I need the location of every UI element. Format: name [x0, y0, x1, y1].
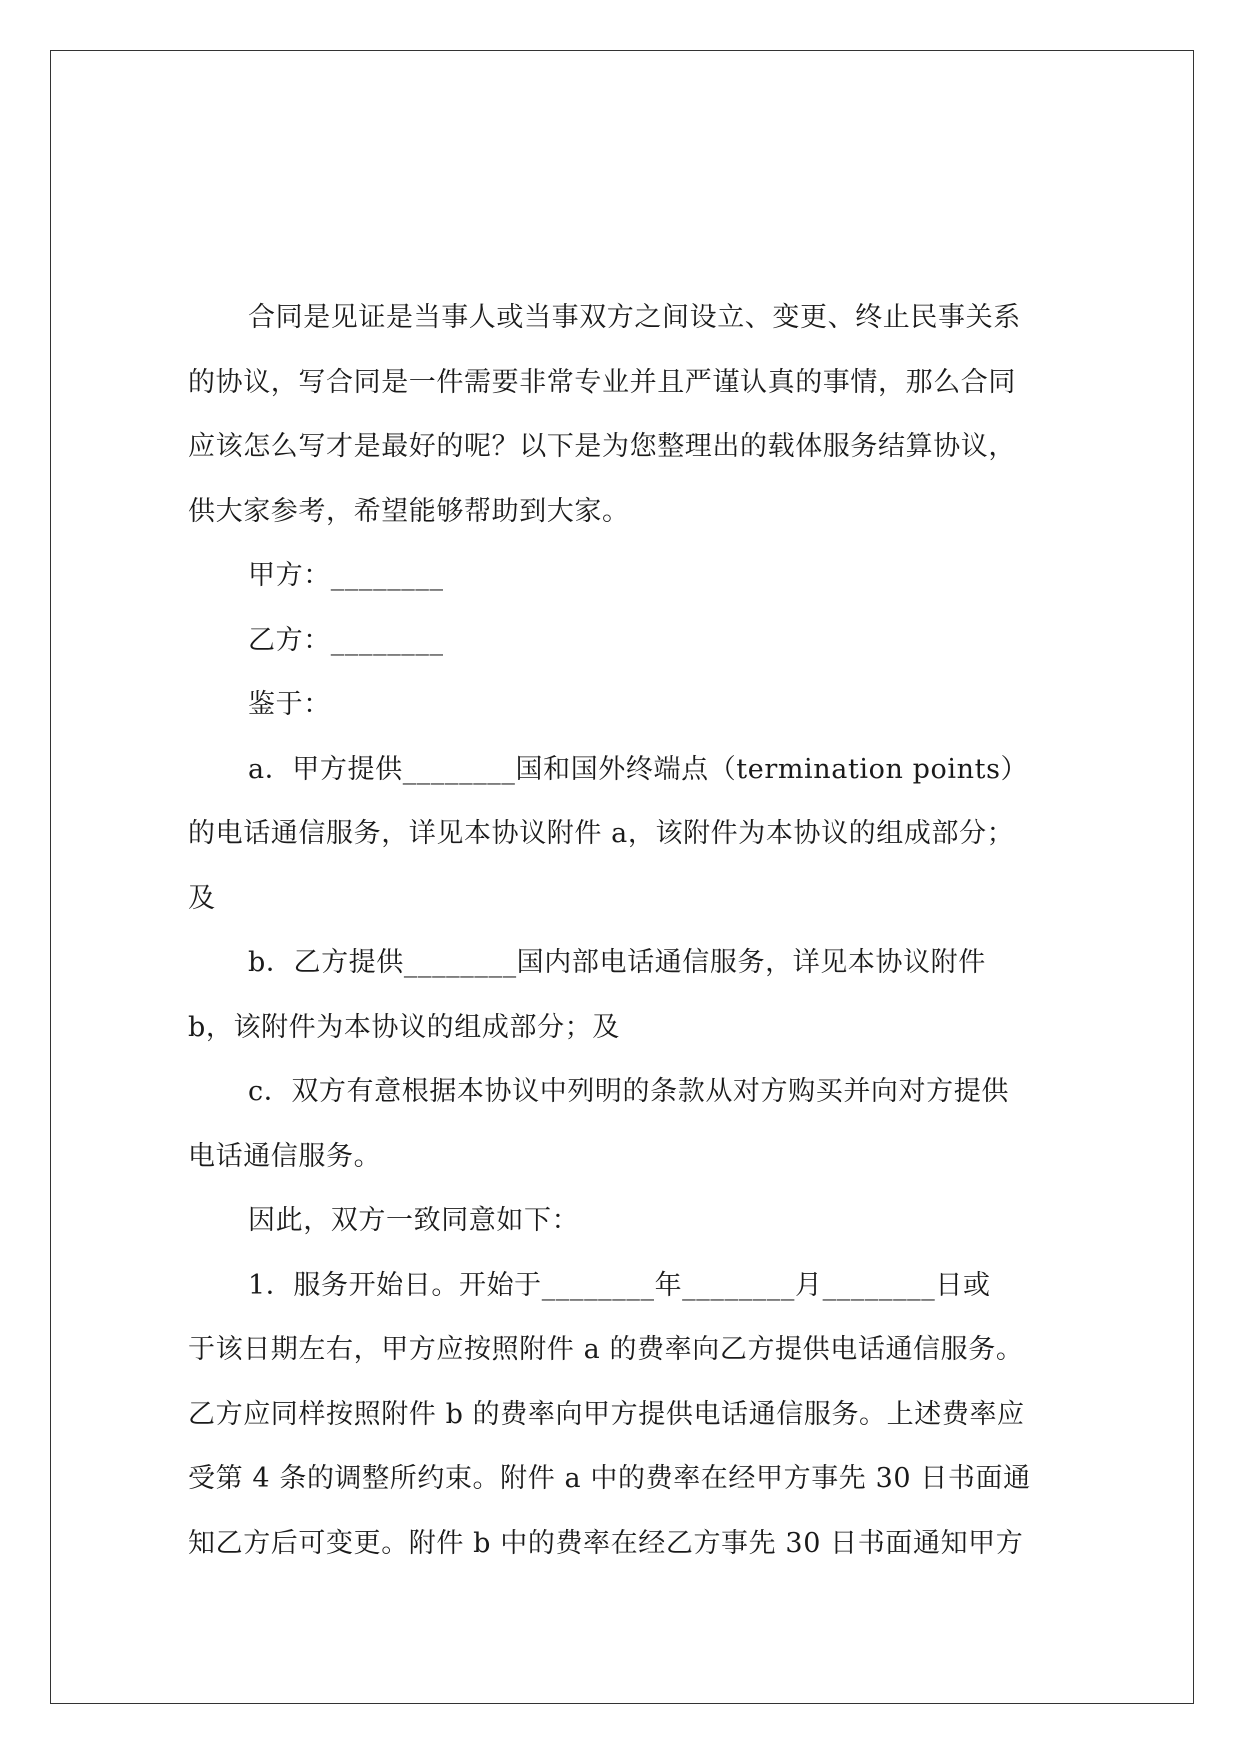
- text-line: 甲方：________: [248, 560, 444, 591]
- intro-paragraph: [188, 286, 1060, 544]
- text-line: b，该附件为本协议的组成部分；及: [188, 1011, 620, 1043]
- recital-b: [188, 931, 1060, 1060]
- agreement-statement: [188, 1189, 1060, 1254]
- text-line: 受第 4 条的调整所约束。附件 a 中的费率在经甲方事先 30 日书面通: [188, 1463, 1031, 1494]
- text-line: c．双方有意根据本协议中列明的条款从对方购买并向对方提供: [248, 1076, 1009, 1107]
- text-line: 合同是见证是当事人或当事双方之间设立、变更、终止民事关系: [248, 302, 1021, 333]
- party-b-line: [188, 609, 1060, 674]
- text-line: 知乙方后可变更。附件 b 中的费率在经乙方事先 30 日书面通知甲方: [188, 1527, 1024, 1559]
- text-line: 1．服务开始日。开始于________年________月________日或: [248, 1269, 991, 1301]
- text-line: 电话通信服务。: [188, 1140, 382, 1172]
- recital-c: [188, 1060, 1060, 1189]
- clause-1: [188, 1254, 1060, 1577]
- whereas-heading: [188, 673, 1060, 738]
- party-a-line: [188, 544, 1060, 609]
- text-line: 及: [188, 882, 216, 914]
- recital-a: [188, 738, 1060, 932]
- text-line: 供大家参考，希望能够帮助到大家。: [188, 495, 630, 527]
- text-line: 乙方：________: [248, 624, 444, 656]
- text-line: 于该日期左右，甲方应按照附件 a 的费率向乙方提供电话通信服务。: [188, 1334, 1024, 1365]
- document-body: [188, 286, 1060, 1576]
- text-line: 鉴于：: [248, 689, 331, 720]
- text-line: 的电话通信服务，详见本协议附件 a，该附件为本协议的组成部分；: [188, 818, 1015, 849]
- text-line: 应该怎么写才是最好的呢？以下是为您整理出的载体服务结算协议，: [188, 431, 1016, 462]
- text-line: b．乙方提供________国内部电话通信服务，详见本协议附件: [248, 947, 986, 978]
- text-line: 因此，双方一致同意如下：: [248, 1205, 580, 1236]
- text-line: a．甲方提供________国和国外终端点（termination points）: [248, 753, 1029, 785]
- text-line: 的协议，写合同是一件需要非常专业并且严谨认真的事情，那么合同: [188, 366, 1016, 398]
- text-line: 乙方应同样按照附件 b 的费率向甲方提供电话通信服务。上述费率应: [188, 1398, 1025, 1430]
